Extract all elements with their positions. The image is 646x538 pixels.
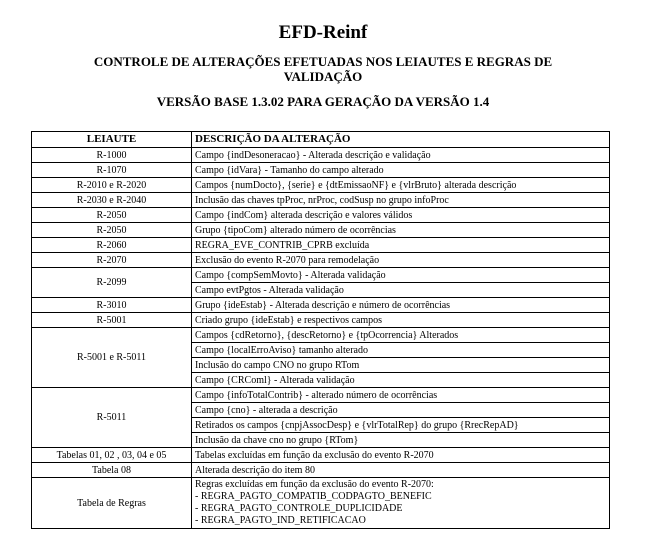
header-leiaute: LEIAUTE [32,132,192,148]
rule-line: - REGRA_PAGTO_COMPATIB_CODPAGTO_BENEFIC [195,491,432,502]
table-header-row [32,132,610,148]
table-row [32,148,610,163]
leiaute-cell: R-5001 e R-5011 [32,328,192,388]
table-row [32,208,610,223]
leiaute-cell: Tabela de Regras [32,478,192,529]
description-cell: Exclusão do evento R-2070 para remodelação [192,253,610,268]
document-title: EFD-Reinf [278,22,368,43]
description-cell: Inclusão do campo CNO no grupo RTom [192,358,610,373]
description-cell: Criado grupo {ideEstab} e respectivos campos [192,313,610,328]
description-cell: Retirados os campos {cnpjAssocDesp} e {vlrTotalRep} do grupo {RrecRepAD} [192,418,610,433]
description-cell: Alterada descrição do item 80 [192,463,610,478]
rule-line: Regras excluídas em função da exclusão do evento R-2070: [195,479,434,490]
description-cell: Campo evtPgtos - Alterada validação [192,283,610,298]
table-row [32,478,610,529]
leiaute-cell: R-1000 [32,148,192,163]
description-cell: Grupo {ideEstab} - Alterada descrição e número de ocorrências [192,298,610,313]
table-row [32,178,610,193]
rule-line: - REGRA_PAGTO_IND_RETIFICACAO [195,515,366,526]
description-cell: Tabelas excluídas em função da exclusão do evento R-2070 [192,448,610,463]
description-cell: Campo {cno} - alterada a descrição [192,403,610,418]
leiaute-cell: R-1070 [32,163,192,178]
table-row [32,268,610,283]
table-row [32,223,610,238]
table-row [32,328,610,343]
rule-line: - REGRA_PAGTO_CONTROLE_DUPLICIDADE [195,503,403,514]
leiaute-cell: R-2050 [32,208,192,223]
description-cell: Campo {compSemMovto} - Alterada validação [192,268,610,283]
description-cell: Campo {localErroAviso} tamanho alterado [192,343,610,358]
leiaute-cell: R-5001 [32,313,192,328]
table-row [32,463,610,478]
leiaute-cell: Tabela 08 [32,463,192,478]
description-cell: Campo {indCom} alterada descrição e valores válidos [192,208,610,223]
description-cell: Campos {numDocto}, {serie} e {dtEmissaoNF} e {vlrBruto} alterada descrição [192,178,610,193]
table-row [32,313,610,328]
description-cell: Campos {cdRetorno}, {descRetorno} e {tpOcorrencia} Alterados [192,328,610,343]
table-row [32,238,610,253]
table-row [32,448,610,463]
table-row [32,388,610,403]
table-row [32,298,610,313]
leiaute-cell: Tabelas 01, 02 , 03, 04 e 05 [32,448,192,463]
leiaute-cell: R-3010 [32,298,192,313]
description-cell: Campo {CRComl} - Alterada validação [192,373,610,388]
description-cell: REGRA_EVE_CONTRIB_CPRB excluída [192,238,610,253]
description-cell: Inclusão das chaves tpProc, nrProc, codSusp no grupo infoProc [192,193,610,208]
document-subtitle: CONTROLE DE ALTERAÇÕES EFETUADAS NOS LEIAUTES E REGRAS DE VALIDAÇÃO [93,54,553,84]
description-cell: Campo {infoTotalContrib} - alterado número de ocorrências [192,388,610,403]
leiaute-cell: R-2030 e R-2040 [32,193,192,208]
leiaute-cell: R-2050 [32,223,192,238]
changes-table [31,131,610,529]
document-version: VERSÃO BASE 1.3.02 PARA GERAÇÃO DA VERSÃO 1.4 [156,94,490,109]
leiaute-cell: R-2060 [32,238,192,253]
description-cell: Inclusão da chave cno no grupo {RTom} [192,433,610,448]
table-row [32,253,610,268]
description-cell: Campo {indDesoneracao} - Alterada descrição e validação [192,148,610,163]
leiaute-cell: R-2010 e R-2020 [32,178,192,193]
description-cell [192,478,610,529]
leiaute-cell: R-5011 [32,388,192,448]
table-row [32,163,610,178]
header-descricao: DESCRIÇÃO DA ALTERAÇÃO [192,132,610,148]
leiaute-cell: R-2099 [32,268,192,298]
table-row [32,193,610,208]
description-cell: Campo {idVara} - Tamanho do campo alterado [192,163,610,178]
description-cell: Grupo {tipoCom} alterado número de ocorrências [192,223,610,238]
leiaute-cell: R-2070 [32,253,192,268]
